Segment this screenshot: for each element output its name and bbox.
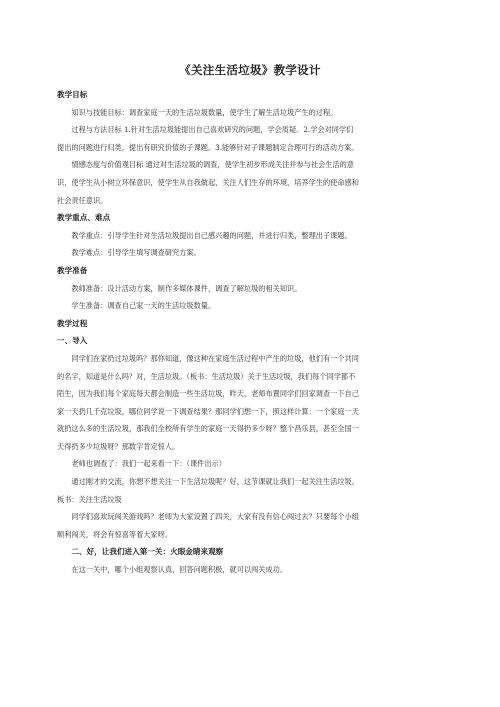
text-line: 教师准备：设计活动方案，制作多媒体课件，调查了解垃圾的相关知识。 <box>71 283 302 293</box>
text-line: 天得扔多少垃圾呀？那数字肯定惊人。 <box>57 441 180 451</box>
section-heading-keypoints: 教学重点、难点 <box>57 213 111 223</box>
text-line: 老师也调查了：我们一起来看一下：（课件出示） <box>71 459 226 469</box>
heading-line: 二、好，让我们进入第一关：火眼金睛来观察 <box>71 547 224 557</box>
text-line: 板书：关注生活垃圾 <box>57 494 122 504</box>
document-title: 《关注生活垃圾》教学设计 <box>179 63 321 77</box>
goal-process-paragraph <box>57 121 443 156</box>
text-line: 教学难点：引导学生填写调查研究方案。 <box>71 248 201 258</box>
intro-paragraph <box>57 350 443 456</box>
keypoint-paragraph <box>57 227 443 245</box>
section-heading-process: 教学过程 <box>57 318 88 328</box>
text-line: 通过刚才的交流，你想不想关注一下生活垃圾呢？好，这节课就让我们一起关注生活垃圾。 <box>71 477 359 487</box>
text-line: 提出的问题进行归类，提出有研究价值的子课题。3.能够针对子课题制定合理可行的活动方案。 <box>57 142 359 152</box>
text-line: 教学重点：引导学生针对生活垃圾提出自己感兴趣的问题，并进行归类，整理出子课题。 <box>71 230 352 240</box>
text-line: 识，使学生从小树立环保意识，使学生从自我做起，关注人们生存的环境，培养学生的使命感和 <box>57 177 359 187</box>
section-heading-preparation: 教学准备 <box>57 265 88 275</box>
text-line: 就扔这么多的生活垃圾，那我们全校所有学生的家庭一天得扔多少呀？整个昌乐县，甚至全国一 <box>57 424 359 434</box>
text-line: 顺利闯关，将会有惊喜等着大家呀。 <box>57 529 173 539</box>
text-line: 知识与技能目标：调查家庭一天的生活垃圾数量，使学生了解生活垃圾产生的过程。 <box>71 107 338 117</box>
text-line: 的名字，知道是什么吗？对，生活垃圾。（板书：生活垃圾）关于生活垃圾，我们每个同学都不 <box>57 371 356 381</box>
text-line: 在这一关中，哪个小组观察认真，回答问题积极，就可以闯关成功。 <box>71 565 288 575</box>
exchange-paragraph <box>57 473 443 508</box>
section-heading-goals: 教学目标 <box>57 90 88 99</box>
document-page <box>57 62 443 579</box>
student-prep-paragraph <box>57 297 443 315</box>
text-line: 社会责任意识。 <box>57 195 108 205</box>
text-line: 同学们在家扔过垃圾吗？那你知道，像这种在家庭生活过程中产生的垃圾，他们有一个共同 <box>71 353 359 363</box>
text-line: 家一天扔几千克垃圾，哪位同学说一下调查结果？那同学们想一下，照这样计算：一个家庭一天 <box>57 406 359 416</box>
goal-knowledge-paragraph <box>57 104 443 122</box>
survey-paragraph <box>57 455 443 473</box>
goal-emotion-paragraph <box>57 156 443 209</box>
level-one-paragraph <box>57 561 443 579</box>
game-paragraph <box>57 508 443 543</box>
text-line: 情感态度与价值观目标 通过对生活垃圾的调查，使学生初步形成关注并参与社会生活的意 <box>71 160 354 170</box>
text-line: 同学们喜欢玩闯关游戏吗？老师为大家设置了四关，大家有没有信心闯过去？只要每个小组 <box>71 512 359 522</box>
teacher-prep-paragraph <box>57 280 443 298</box>
text-line: 过程与方法目标 1.针对生活垃圾能提出自己喜欢研究的问题，学会质疑。2.学会对同学们 <box>71 125 354 135</box>
text-line: 学生准备：调查自己家一天的生活垃圾数量。 <box>71 301 216 311</box>
difficulty-paragraph <box>57 244 443 262</box>
text-line: 陌生，因为我们每个家庭每天都会制造一些生活垃圾，昨天，老师布置同学们回家调查一下自己 <box>57 389 359 399</box>
subsection-heading-level-one <box>57 543 443 561</box>
subsection-heading-intro: 一、导入 <box>57 336 88 346</box>
